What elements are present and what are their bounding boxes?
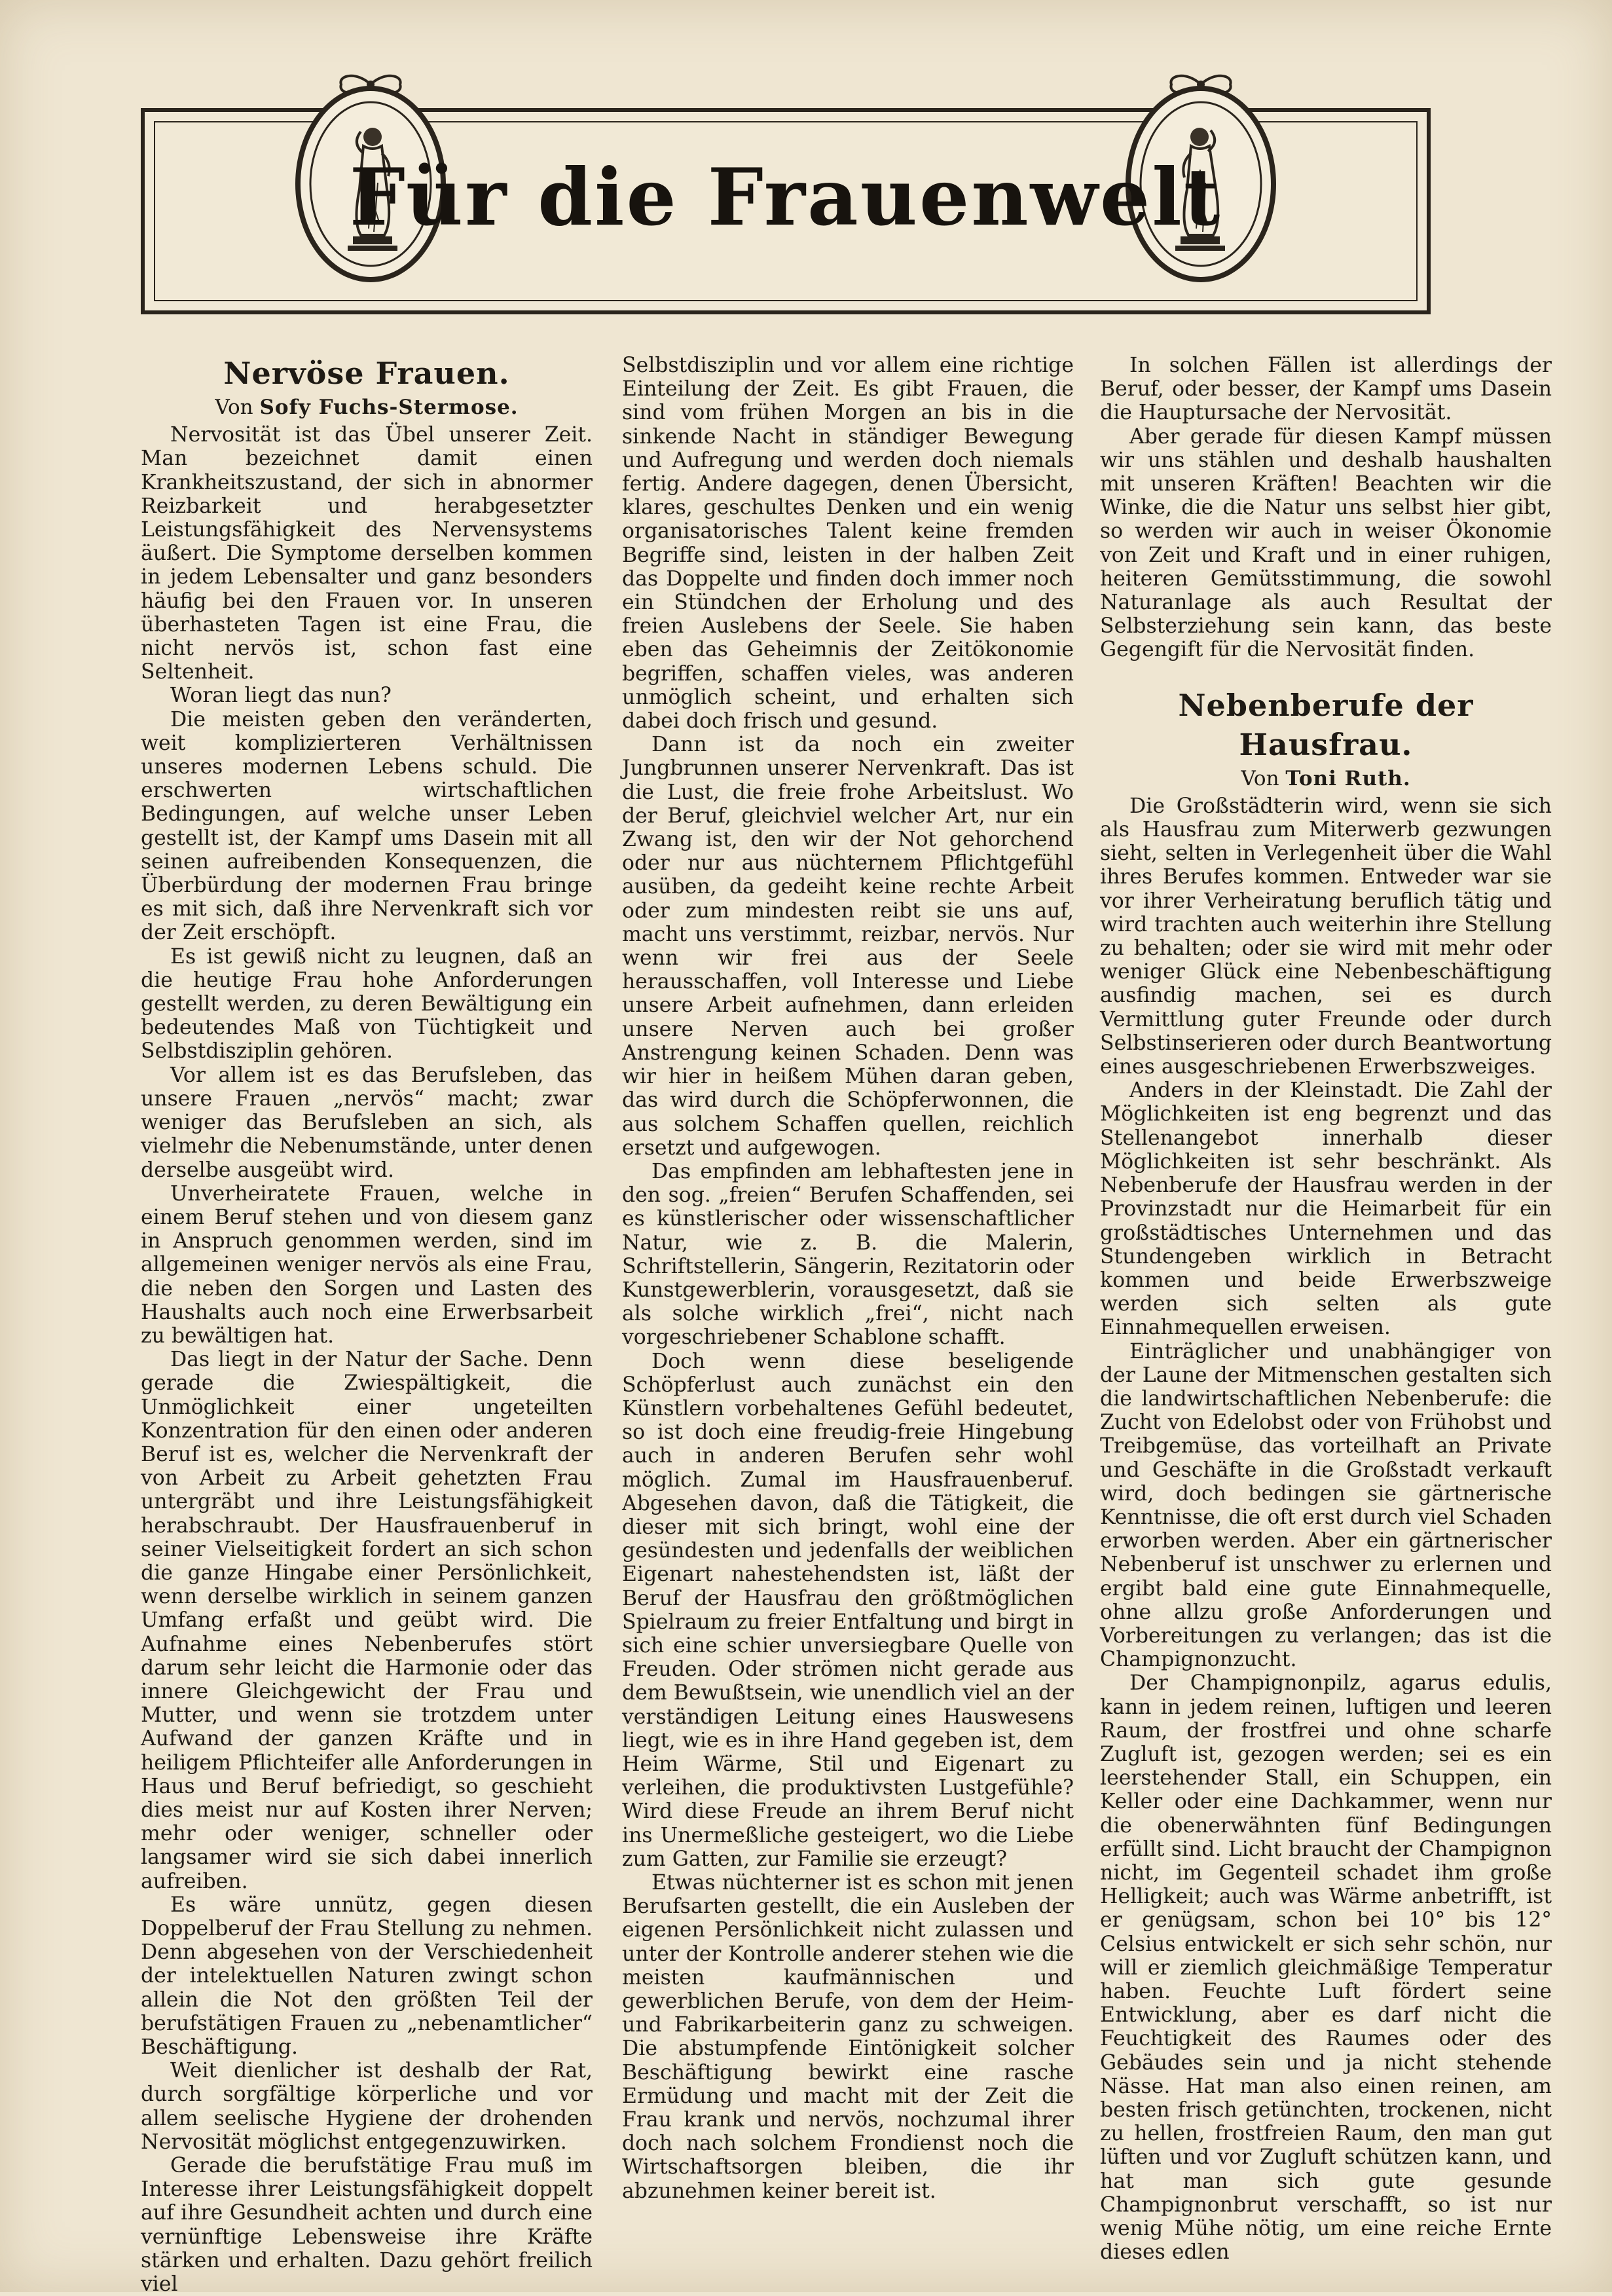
article-separator bbox=[1100, 662, 1552, 686]
paragraph: Dann ist da noch ein zweiter Jungbrunnen unserer Nervenkraft. Das ist die Lust, die freie frohe Arbeitslust. Wo der Beruf, gleichviel welcher Art, nur ein Zwang ist, den wir der Not gehorchend oder nur aus nüchternem Pflichtgefühl ausüben, da gedeiht keine rechte Arbeit oder zum mindesten reibt sie uns auf, macht uns verstimmt, reizbar, nervös. Nur wenn wir frei aus der Seele herausschaffen, voll Interesse und Liebe unsere Arbeit aufnehmen, dann erleiden unsere Nerven auch bei großer Anstrengung keinen Schaden. Denn was wir hier in heißem Mühen daran geben, das wird durch die Schöpferwonnen, die aus solchem Schaffen quellen, reichlich ersetzt und aufgewogen. bbox=[622, 733, 1074, 1160]
byline-prefix: Von bbox=[215, 396, 253, 419]
paragraph: Das empfinden am lebhaftesten jene in den sog. „freien“ Berufen Schaffenden, sei es künstlerischer oder wissenschaftlicher Natur, wie z. B. die Malerin, Schriftstellerin, Sängerin, Rezitatorin oder Kunstgewerblerin, vorausgesetzt, daß sie als solche wirklich „frei“, nicht nach vorgeschriebener Schablone schafft. bbox=[622, 1159, 1074, 1350]
section-title: Für die Frauenwelt bbox=[349, 151, 1222, 244]
paragraph: Es ist gewiß nicht zu leugnen, daß an die heutige Frau hohe Anforderungen gestellt werden, zu deren Bewältigung ein bedeutendes Maß von Tüchtigkeit und Selbstdisziplin gehören. bbox=[141, 944, 593, 1064]
paragraph: Selbstdisziplin und vor allem eine richtige Einteilung der Zeit. Es gibt Frauen, die sind vom frühen Morgen an bis in die sinkende Nacht in ständiger Bewegung und Aufregung und werden doch niemals fertig. Andere dagegen, denen Übersicht, klares, geschultes Denken und ein wenig organisatorisches Talent keine fremden Begriffe sind, leisten in der halben Zeit das Doppelte und finden doch immer noch ein Stündchen der Erholung und des freien Auslebens der Seele. Sie haben eben das Geheimnis der Zeitökonomie begriffen, schaffen vieles, was anderen unmöglich scheint, und erhalten sich dabei doch frisch und gesund. bbox=[622, 354, 1074, 733]
column-2 bbox=[622, 354, 1074, 2203]
paragraph: Das liegt in der Natur der Sache. Denn gerade die Zwiespältigkeit, die Unmöglichkeit einer ungeteilten Konzentration für den einen oder anderen Beruf ist es, welcher die Nervenkraft der von Arbeit zu Arbeit gehetzten Frau untergräbt und ihre Leistungsfähigkeit herabschraubt. Der Hausfrauenberuf in seiner Vielseitigkeit fordert an sich schon die ganze Hingabe einer Persönlichkeit, wenn derselbe wirklich in seinem ganzen Umfang erfaßt und geübt wird. Die Aufnahme eines Nebenberufes stört darum sehr leicht die Harmonie oder das innere Gleichgewicht der Frau und Mutter, und wenn sie trotzdem unter Aufwand der ganzen Kräfte und in heiligem Pflichteifer alle Anforderungen in Haus und Beruf befriedigt, so geschieht dies meist nur auf Kosten ihrer Nerven; mehr oder weniger, schneller oder langsamer wird sie sich dabei innerlich aufreiben. bbox=[141, 1348, 593, 1893]
article-title: Nebenberufe der Hausfrau. bbox=[1178, 687, 1474, 762]
paragraph: Etwas nüchterner ist es schon mit jenen Berufsarten gestellt, die ein Ausleben der eigenen Persönlichkeit nicht zulassen und unter der Kontrolle anderer stehen wie die meisten kaufmännischen und gewerblichen Berufe, von dem der Heim- und Fabrikarbeiterin ganz zu schweigen. Die abstumpfende Eintönigkeit solcher Beschäftigung bewirkt eine rasche Ermüdung und macht mit der Zeit die Frau krank und nervös, nochzumal ihrer doch nach solchem Frondienst noch die Wirtschaftsorgen bleiben, die ihr abzunehmen keiner bereit ist. bbox=[622, 1871, 1074, 2203]
column-3 bbox=[1100, 354, 1552, 2264]
paragraph: Die Großstädterin wird, wenn sie sich als Hausfrau zum Miterwerb gezwungen sieht, selten in Verlegenheit über die Wahl ihres Berufes kommen. Entweder war sie vor ihrer Verheiratung beruflich tätig und wird trachten auch weiterhin ihre Stellung zu behalten; oder sie wird mit mehr oder weniger Glück eine Nebenbeschäftigung ausfindig machen, sei es durch Vermittlung guter Freunde oder durch Selbstinserieren oder durch Beantwortung eines ausgeschriebenen Erwerbszweiges. bbox=[1100, 794, 1552, 1079]
paragraph: Die meisten geben den veränderten, weit komplizierteren Verhältnissen unseres modernen Lebens schuld. Die erschwerten wirtschaftlichen Bedingungen, auf welche unser Leben gestellt ist, der Kampf ums Dasein mit all seinen aufreibenden Konsequenzen, die Überbürdung der modernen Frau bringe es mit sich, daß ihre Nervenkraft sich vor der Zeit erschöpft. bbox=[141, 707, 593, 945]
paragraph: Doch wenn diese beseligende Schöpferlust auch zunächst ein den Künstlern vorbehaltenes Gefühl bedeutet, so ist doch eine freudig-freie Hingebung auch in anderen Berufen sehr wohl möglich. Zumal im Hausfrauenberuf. Abgesehen davon, daß die Tätigkeit, die dieser mit sich bringt, wohl eine der gesündesten und jedenfalls der weiblichen Eigenart nahestehendsten ist, läßt der Beruf der Hausfrau den größtmöglichen Spielraum zu freier Entfaltung und birgt in sich eine schier unversiegbare Quelle von Freuden. Oder strömen nicht gerade aus dem Bewußtsein, wie unendlich viel an der verständigen Leitung eines Hauswesens liegt, wie es in ihre Hand gegeben ist, dem Heim Wärme, Stil und Eigenart zu verleihen, die produktivsten Lustgefühle? Wird diese Freude an ihrem Beruf nicht ins Unermeßliche gesteigert, wo die Liebe zum Gatten, zur Familie sie erzeugt? bbox=[622, 1349, 1074, 1871]
paragraph: Unverheiratete Frauen, welche in einem Beruf stehen und von diesem ganz in Anspruch genommen werden, sind im allgemeinen weniger nervös als eine Frau, die neben den Sorgen und Lasten des Haushalts auch noch eine Erwerbsarbeit zu bewältigen hat. bbox=[141, 1181, 593, 1348]
paragraph: Anders in der Kleinstadt. Die Zahl der Möglichkeiten ist eng begrenzt und das Stellenangebot innerhalb dieser Möglichkeiten ist sehr beschränkt. Als Nebenberufe der Hausfrau werden in der Provinzstadt nur die Heimarbeit für ein großstädtisches Unternehmen und das Stundengeben wirklich in Betracht kommen und beide Erwerbszweige werden sich selten als gute Einnahmequellen erweisen. bbox=[1100, 1079, 1552, 1340]
byline-prefix: Von bbox=[1241, 766, 1279, 790]
article-author: Sofy Fuchs-Stermose. bbox=[259, 396, 519, 419]
paragraph: Vor allem ist es das Berufsleben, das unsere Frauen „nervös“ macht; zwar weniger das Berufsleben an sich, als vielmehr die Nebenumstände, unter denen derselbe ausgeübt wird. bbox=[141, 1063, 593, 1182]
paragraph: Nervosität ist das Übel unserer Zeit. Man bezeichnet damit einen Krankheitszustand, der sich in abnormer Reizbarkeit und herabgesetzter Leistungsfähigkeit des Nervensystems äußert. Die Symptome derselben kommen in jedem Lebensalter und ganz besonders häufig bei den Frauen vor. In unseren überhasteten Tagen ist eine Frau, die nicht nervös ist, schon fast eine Seltenheit. bbox=[141, 423, 593, 684]
paragraph: Der Champignonpilz, agarus edulis, kann in jedem reinen, luftigen und leeren Raum, der frostfrei und ohne scharfe Zugluft ist, gezogen werden; sei es ein leerstehender Stall, ein Schuppen, ein Keller oder eine Dachkammer, wenn nur die obenerwähnten fünf Bedingungen erfüllt sind. Licht braucht der Champignon nicht, im Gegenteil schadet ihm große Helligkeit; auch was Wärme anbetrifft, ist er genügsam, schon bei 10° bis 12° Celsius entwickelt er sich sehr schön, nur will er ziemlich gleichmäßige Temperatur haben. Feuchte Luft fördert seine Entwicklung, aber es darf nicht die Feuchtigkeit des Raumes oder des Gebäudes sein und ja nicht stehende Nässe. Hat man also einen reinen, am besten frisch getünchten, trockenen, nicht zu hellen, frostfreien Raum, den man gut lüften und vor Zugluft schützen kann, und hat man sich gute gesunde Champignonbrut verschafft, so ist nur wenig Mühe nötig, um eine reiche Ernte dieses edlen bbox=[1100, 1671, 1552, 2265]
paragraph: In solchen Fällen ist allerdings der Beruf, oder besser, der Kampf ums Dasein die Hauptursache der Nervosität. bbox=[1100, 354, 1552, 425]
column-1 bbox=[141, 354, 593, 2296]
paragraph: Gerade die berufstätige Frau muß im Interesse ihrer Leistungsfähigkeit doppelt auf ihre Gesundheit achten und durch eine vernünftige Lebensweise ihre Kräfte stärken und erhalten. Dazu gehört freilich viel bbox=[141, 2154, 593, 2296]
article-title: Nervöse Frauen. bbox=[223, 356, 510, 391]
section-banner bbox=[141, 108, 1431, 314]
article-author: Toni Ruth. bbox=[1285, 766, 1411, 790]
paragraph: Weit dienlicher ist deshalb der Rat, durch sorgfältige körperliche und vor allem seelische Hygiene der drohenden Nervosität möglichst entgegenzuwirken. bbox=[141, 2059, 593, 2154]
paragraph: Woran liegt das nun? bbox=[170, 684, 392, 708]
paragraph: Es wäre unnütz, gegen diesen Doppelberuf der Frau Stellung zu nehmen. Denn abgesehen von der Verschiedenheit der intelektuellen Naturen zwingt schon allein die Not den größten Teil der berufstätigen Frauen zu „nebenamtlicher“ Beschäftigung. bbox=[141, 1893, 593, 2060]
paragraph: Einträglicher und unabhängiger von der Laune der Mitmenschen gestalten sich die landwirtschaftlichen Nebenberufe: die Zucht von Edelobst oder von Frühobst und Treibgemüse, das vorteilhaft an Private und Geschäfte in die Großstadt verkauft wird, doch bedingen sie gärtnerische Kenntnisse, die oft erst durch viel Schaden erworben werden. Aber ein gärtnerischer Nebenberuf ist unschwer zu erlernen und ergibt bald eine gute Einnahmequelle, ohne allzu große Anforderungen und Vorbereitungen zu verlangen; das ist die Champignonzucht. bbox=[1100, 1339, 1552, 1672]
article-byline bbox=[1100, 767, 1552, 790]
article-byline bbox=[141, 396, 593, 419]
paragraph: Aber gerade für diesen Kampf müssen wir uns stählen und deshalb haushalten mit unseren Kräften! Beachten wir die Winke, die die Natur uns selbst hier gibt, so werden wir auch in weiser Ökonomie von Zeit und Kraft und in einer ruhigen, heiteren Gemütsstimmung, die sowohl Naturanlage als auch Resultat der Selbsterziehung sein kann, das beste Gegengift für die Nervosität finden. bbox=[1100, 424, 1552, 662]
